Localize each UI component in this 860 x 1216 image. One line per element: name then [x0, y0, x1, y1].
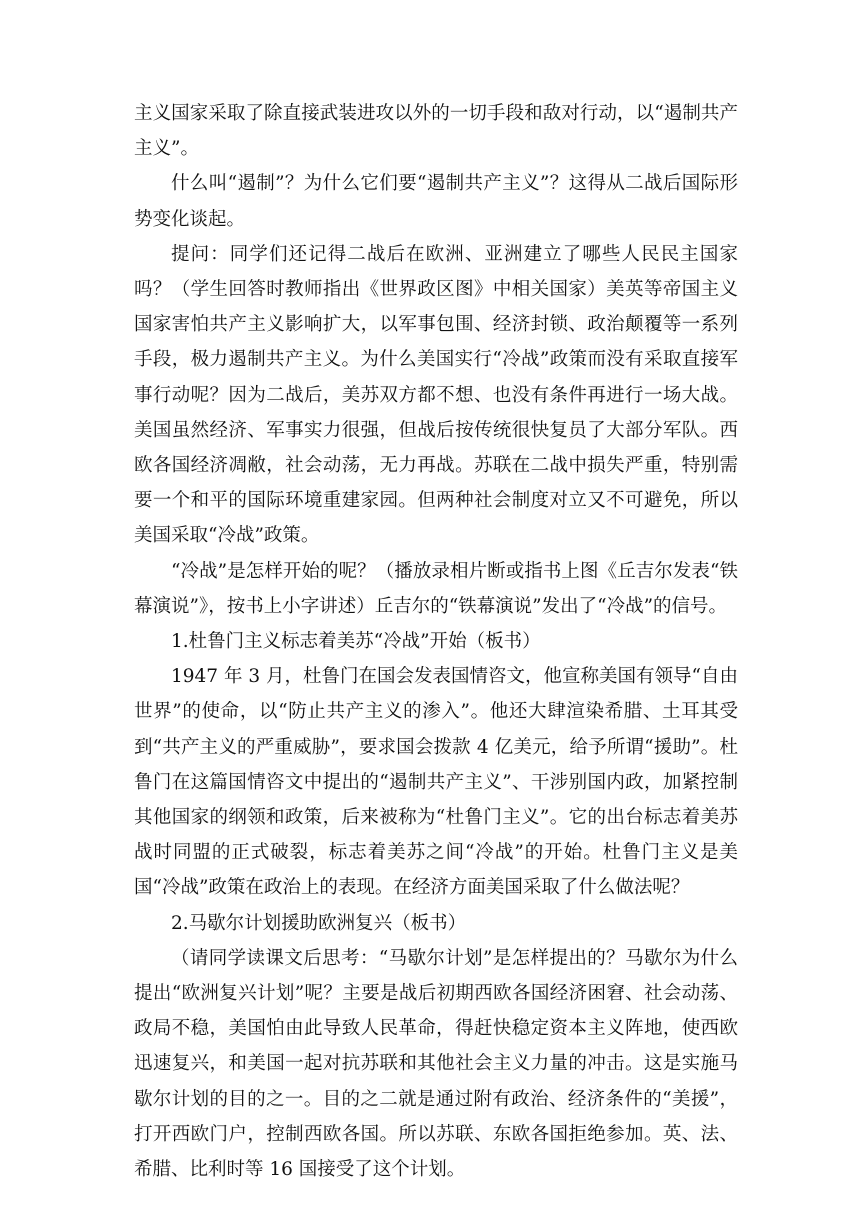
document-body: [134, 96, 738, 1187]
section-heading-truman-doctrine: 1.杜鲁门主义标志着美苏“冷战”开始（板书）: [171, 631, 541, 653]
paragraph-what-is-containment: 什么叫“遏制”？为什么它们要“遏制共产主义”？这得从二战后国际形势变化谈起。: [134, 173, 738, 230]
paragraph-continuation: 主义国家采取了除直接武装进攻以外的一切手段和敌对行动，以“遏制共产主义”。: [134, 103, 738, 160]
paragraph-marshall-plan: （请同学读课文后思考：“马歇尔计划”是怎样提出的？马歇尔为什么提出“欧洲复兴计划”呢？主要是战后初期西欧各国经济困窘、社会动荡、政局不稳，美国怕由此导致人民革命，得赶快稳定资本主义阵地，使西欧迅速复兴，和美国一起对抗苏联和其他社会主义力量的冲击。这是实施马歇尔计划的目的之一。目的之二就是通过附有政治、经济条件的“美援”，打开西欧门户，控制西欧各国。所以苏联、东欧各国拒绝参加。英、法、希腊、比利时等 16 国接受了这个计划。: [134, 947, 738, 1181]
paragraph-question-postwar: 提问：同学们还记得二战后在欧洲、亚洲建立了哪些人民民主国家吗？（学生回答时教师指出《世界政区图》中相关国家）美英等帝国主义国家害怕共产主义影响扩大，以军事包围、经济封锁、政治颠覆等一系列手段，极力遏制共产主义。为什么美国实行“冷战”政策而没有采取直接军事行动呢？因为二战后，美苏双方都不想、也没有条件再进行一场大战。美国虽然经济、军事实力很强，但战后按传统很快复员了大部分军队。西欧各国经济凋敝，社会动荡，无力再战。苏联在二战中损失严重，特别需要一个和平的国际环境重建家园。但两种社会制度对立又不可避免，所以美国采取“冷战”政策。: [134, 243, 738, 547]
paragraph-truman-doctrine: 1947 年 3 月，杜鲁门在国会发表国情咨文，他宣称美国有领导“自由世界”的使命，以“防止共产主义的渗入”。他还大肆渲染希腊、土耳其受到“共产主义的严重威胁”，要求国会拨款 4 亿美元，给予所谓“援助”。杜鲁门在这篇国情咨文中提出的“遏制共产主义”、干涉别国内政，加紧控制其他国家的纲领和政策，后来被称为“杜鲁门主义”。它的出台标志着美苏战时同盟的正式破裂，标志着美苏之间“冷战”的开始。杜鲁门主义是美国“冷战”政策在政治上的表现。在经济方面美国采取了什么做法呢？: [134, 666, 738, 899]
section-heading-marshall-plan: 2.马歇尔计划援助欧洲复兴（板书）: [171, 912, 467, 934]
paragraph-iron-curtain: “冷战”是怎样开始的呢？（播放录相片断或指书上图《丘吉尔发表“铁幕演说”》，按书上小字讲述）丘吉尔的“铁幕演说”发出了“冷战”的信号。: [134, 560, 738, 617]
